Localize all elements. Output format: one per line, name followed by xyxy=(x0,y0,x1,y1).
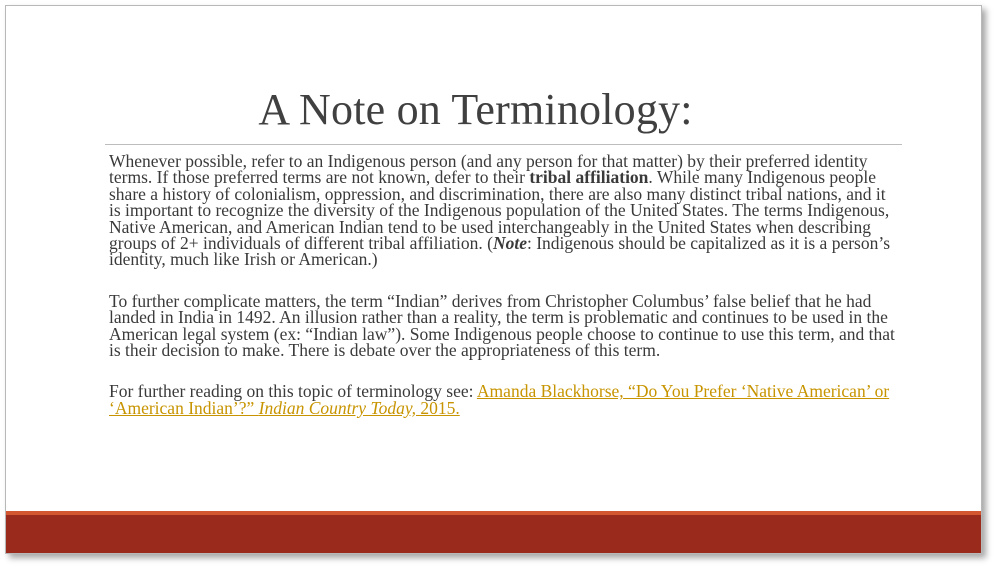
footer-bar xyxy=(6,515,981,553)
link-main: Amanda Blackhorse, “Do You Prefer ‘Native American’ or ‘American Indian’?” xyxy=(109,381,890,418)
link-italic: Indian Country Today, xyxy=(258,397,416,418)
p1-text-b: . While many Indigenous people share a history of colonialism, oppression, and discrimination, there are also many distinct tribal nations, and it is important to recognize the diversity of the Indigenous population of the United States. The terms Indigenous, Native American, and American Indian tend to be used interchangeably in the United States when describing groups of 2+ individuals of different tribal affiliation. ( xyxy=(109,167,890,254)
paragraph-further-reading xyxy=(109,383,899,416)
p1-note-label: Note xyxy=(492,233,527,254)
slide-title: A Note on Terminology: xyxy=(258,85,693,134)
p1-text-c: : Indigenous should be capitalized as it is a person’s identity, much like Irish or American.) xyxy=(109,233,891,270)
p3-lead: For further reading on this topic of terminology see: xyxy=(109,381,477,402)
slide xyxy=(5,5,982,554)
link-tail: 2015. xyxy=(416,397,460,418)
paragraph-indian-term: To further complicate matters, the term “Indian” derives from Christopher Columbus’ false belief that he had landed in India in 1492. An illusion rather than a reality, the term is problematic and continues to be used in the American legal system (ex: “Indian law”). Some Indigenous people choose to continue to use this term, and that is their decision to make. There is debate over the appropriateness of this term. xyxy=(109,290,895,361)
p1-bold-tribal-affiliation: tribal affiliation xyxy=(529,167,649,188)
title-divider xyxy=(105,144,902,145)
slide-body xyxy=(109,153,899,416)
p1-text-a: Whenever possible, refer to an Indigenous person (and any person for that matter) by their preferred identity terms. If those preferred terms are not known, defer to their xyxy=(109,151,868,188)
paragraph-identity-terms xyxy=(109,153,899,268)
